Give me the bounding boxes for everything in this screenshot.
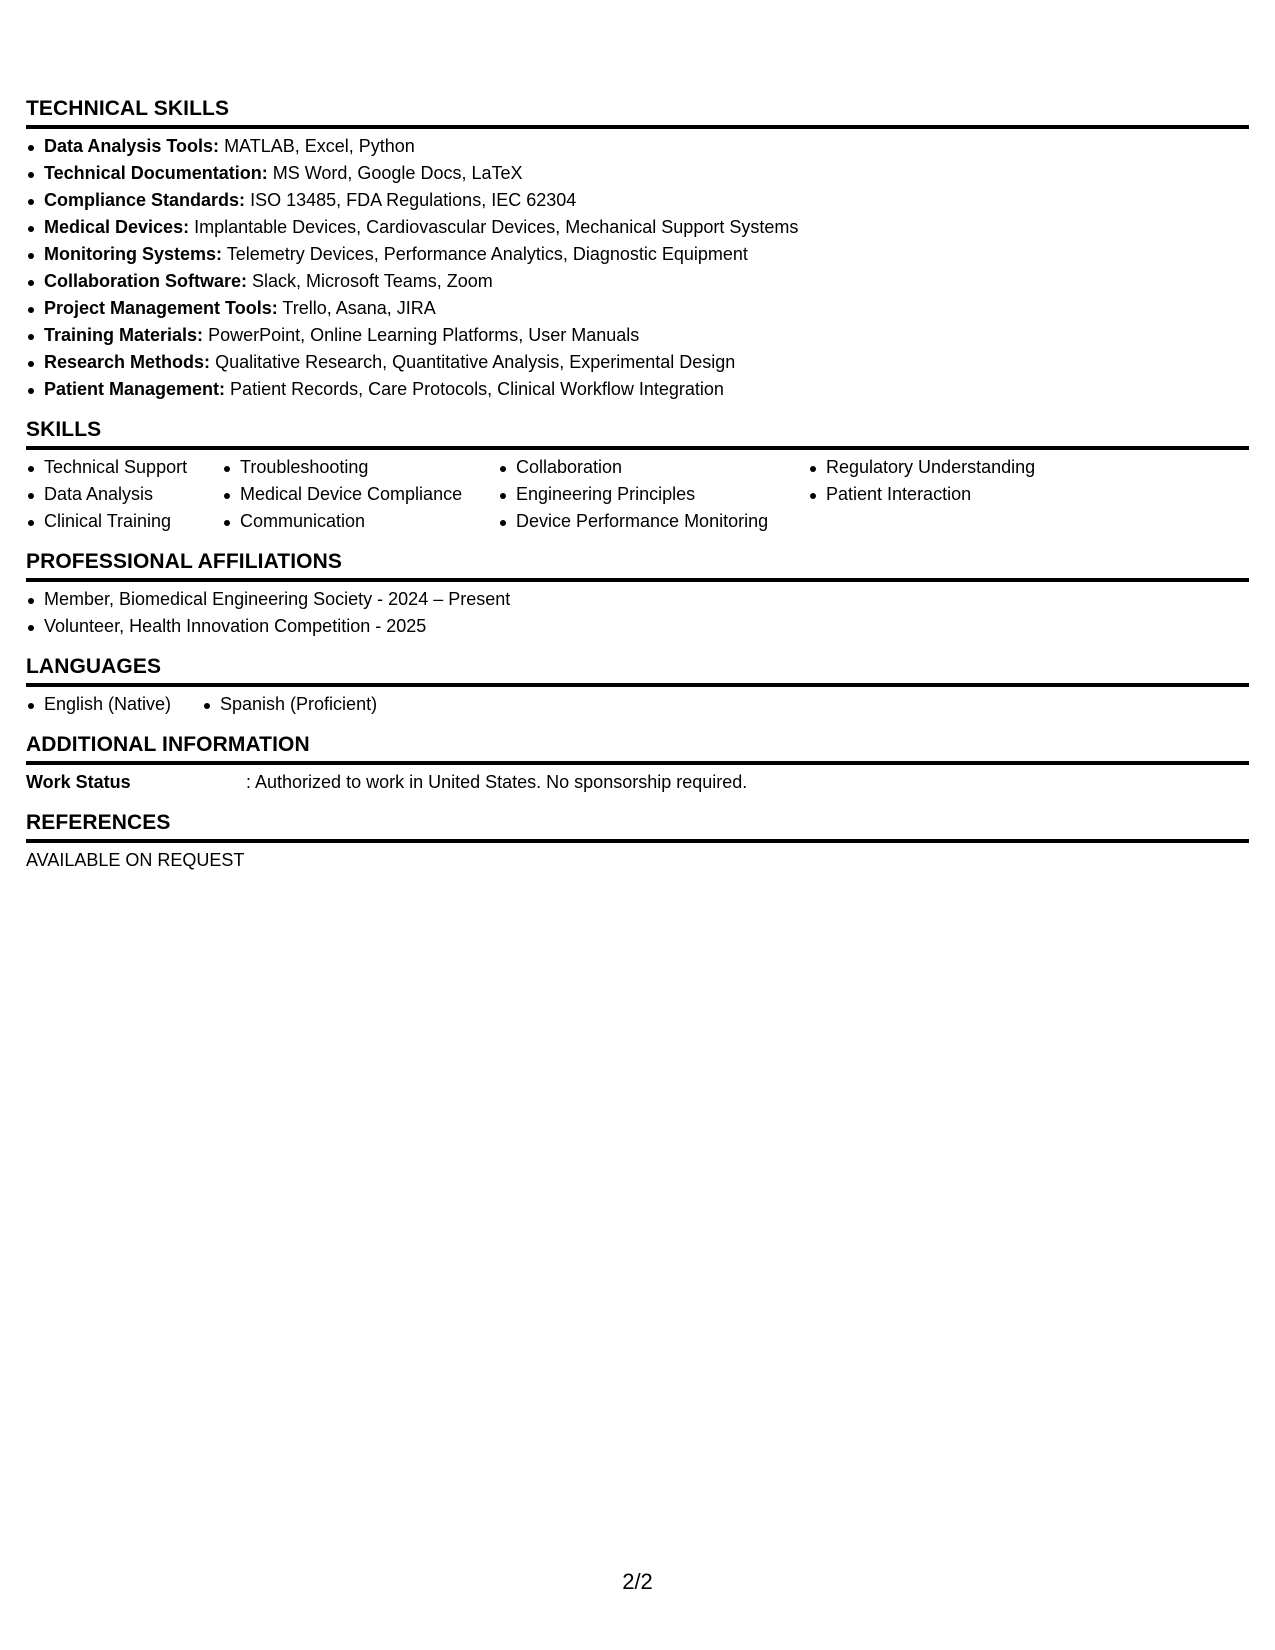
page-number: 2/2 xyxy=(622,1569,653,1594)
technical-skill-label: Compliance Standards: xyxy=(44,190,246,210)
skill-item: Technical Support xyxy=(26,454,222,481)
technical-skill-item xyxy=(26,133,1249,160)
skill-item: Patient Interaction xyxy=(808,481,1108,508)
technical-skill-item xyxy=(26,376,1249,403)
affiliation-item: Volunteer, Health Innovation Competition - 2025 xyxy=(26,613,1249,640)
technical-skill-value: Slack, Microsoft Teams, Zoom xyxy=(252,271,493,291)
technical-skill-label: Monitoring Systems: xyxy=(44,244,223,264)
skill-item: Clinical Training xyxy=(26,508,222,535)
technical-skill-label: Training Materials: xyxy=(44,325,204,345)
skill-item: Data Analysis xyxy=(26,481,222,508)
technical-skills-section xyxy=(26,96,1249,403)
skill-item: Troubleshooting xyxy=(222,454,498,481)
work-status-value: : Authorized to work in United States. No sponsorship required. xyxy=(246,772,748,792)
technical-skill-label: Collaboration Software: xyxy=(44,271,248,291)
additional-info-heading: ADDITIONAL INFORMATION xyxy=(26,732,1249,765)
technical-skill-value: MATLAB, Excel, Python xyxy=(224,136,415,156)
technical-skill-item xyxy=(26,214,1249,241)
skill-item: Device Performance Monitoring xyxy=(498,508,808,535)
technical-skill-item xyxy=(26,322,1249,349)
technical-skill-label: Project Management Tools: xyxy=(44,298,278,318)
technical-skill-item xyxy=(26,268,1249,295)
skills-section xyxy=(26,417,1249,535)
skill-item: Regulatory Understanding xyxy=(808,454,1108,481)
language-item: Spanish (Proficient) xyxy=(202,691,377,718)
skill-item: Collaboration xyxy=(498,454,808,481)
technical-skill-label: Medical Devices: xyxy=(44,217,190,237)
skill-item: Medical Device Compliance xyxy=(222,481,498,508)
technical-skill-item xyxy=(26,349,1249,376)
technical-skill-label: Data Analysis Tools: xyxy=(44,136,220,156)
technical-skill-value: ISO 13485, FDA Regulations, IEC 62304 xyxy=(250,190,577,210)
references-section xyxy=(26,810,1249,874)
affiliation-item: Member, Biomedical Engineering Society - 2024 – Present xyxy=(26,586,1249,613)
languages-row xyxy=(26,691,1249,718)
languages-column xyxy=(26,691,202,718)
technical-skill-value: MS Word, Google Docs, LaTeX xyxy=(272,163,523,183)
affiliations-list xyxy=(26,586,1249,640)
skills-heading: SKILLS xyxy=(26,417,1249,450)
skill-item: Communication xyxy=(222,508,498,535)
technical-skill-value: Qualitative Research, Quantitative Analysis, Experimental Design xyxy=(215,352,736,372)
technical-skill-label: Patient Management: xyxy=(44,379,226,399)
references-heading: REFERENCES xyxy=(26,810,1249,843)
resume-page xyxy=(26,96,1249,888)
work-status-row xyxy=(26,769,1249,796)
affiliations-section xyxy=(26,549,1249,640)
technical-skill-label: Research Methods: xyxy=(44,352,211,372)
technical-skills-list xyxy=(26,133,1249,403)
skills-column xyxy=(808,454,1108,535)
languages-column xyxy=(202,691,377,718)
skills-column xyxy=(498,454,808,535)
language-item: English (Native) xyxy=(26,691,202,718)
references-text: AVAILABLE ON REQUEST xyxy=(26,850,245,870)
technical-skills-heading: TECHNICAL SKILLS xyxy=(26,96,1249,129)
technical-skill-value: Telemetry Devices, Performance Analytics, Diagnostic Equipment xyxy=(226,244,748,264)
technical-skill-value: Trello, Asana, JIRA xyxy=(282,298,436,318)
technical-skill-value: Patient Records, Care Protocols, Clinical Workflow Integration xyxy=(230,379,724,399)
technical-skill-item xyxy=(26,187,1249,214)
skills-column xyxy=(222,454,498,535)
skills-column xyxy=(26,454,222,535)
languages-section xyxy=(26,654,1249,718)
technical-skill-value: Implantable Devices, Cardiovascular Devices, Mechanical Support Systems xyxy=(194,217,799,237)
technical-skill-label: Technical Documentation: xyxy=(44,163,268,183)
technical-skill-value: PowerPoint, Online Learning Platforms, User Manuals xyxy=(208,325,640,345)
skill-item: Engineering Principles xyxy=(498,481,808,508)
technical-skill-item xyxy=(26,160,1249,187)
languages-heading: LANGUAGES xyxy=(26,654,1249,687)
technical-skill-item xyxy=(26,241,1249,268)
work-status-label: Work Status xyxy=(26,772,131,792)
additional-info-section xyxy=(26,732,1249,796)
affiliations-heading: PROFESSIONAL AFFILIATIONS xyxy=(26,549,1249,582)
technical-skill-item xyxy=(26,295,1249,322)
skills-grid xyxy=(26,454,1249,535)
